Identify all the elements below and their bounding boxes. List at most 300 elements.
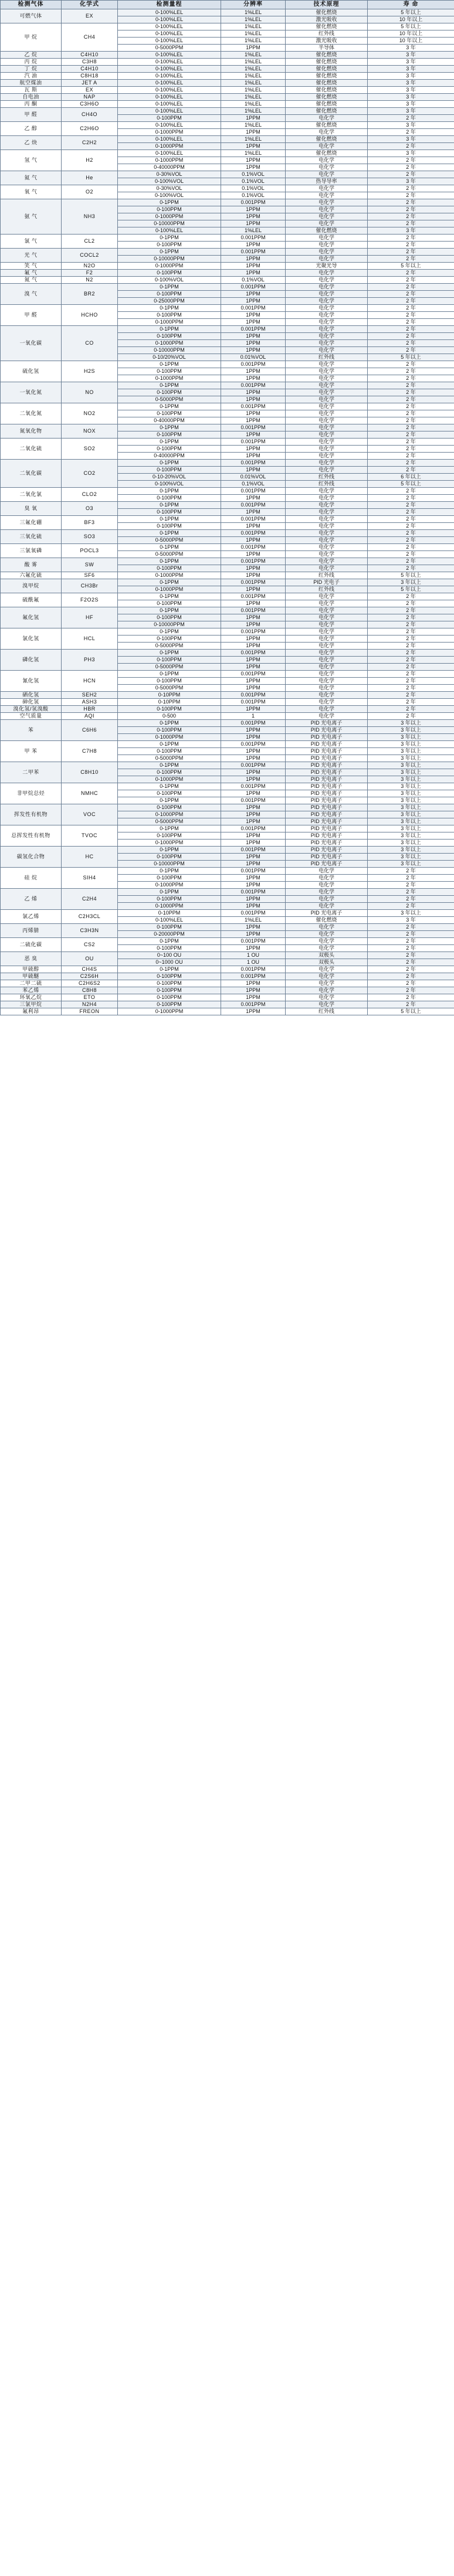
cell-resolution: 0.001PPM <box>221 1001 286 1008</box>
cell-resolution: 1PPM <box>221 924 286 931</box>
cell-principle: 电化学 <box>286 966 368 973</box>
cell-gas-name: 乙 烷 <box>1 52 62 59</box>
cell-gas-name: 丙烯腈 <box>1 924 62 938</box>
cell-resolution: 1PPM <box>221 495 286 502</box>
cell-lifetime: 2 年 <box>368 600 454 607</box>
cell-gas-name: 氨 气 <box>1 199 62 235</box>
cell-lifetime: 2 年 <box>368 551 454 558</box>
cell-gas-name: 二甲二硫 <box>1 980 62 987</box>
cell-resolution: 1PPM <box>221 333 286 340</box>
cell-principle: PID 光电离子 <box>286 797 368 804</box>
cell-range: 0-10PPM <box>118 910 221 917</box>
cell-lifetime: 3 年以上 <box>368 727 454 734</box>
table-row <box>1 825 454 832</box>
table-row <box>1 326 454 333</box>
cell-principle: 电化学 <box>286 129 368 136</box>
cell-gas-name: 光 气 <box>1 249 62 263</box>
table-row <box>1 270 454 277</box>
cell-range: 0-5000PPM <box>118 45 221 52</box>
cell-principle: 电化学 <box>286 628 368 635</box>
cell-resolution: 1%LEL <box>221 80 286 87</box>
cell-principle: 电化学 <box>286 924 368 931</box>
cell-principle: 电化学 <box>286 270 368 277</box>
cell-principle: 电化学 <box>286 424 368 431</box>
cell-lifetime: 2 年 <box>368 157 454 164</box>
cell-lifetime: 2 年 <box>368 875 454 882</box>
cell-principle: 电化学 <box>286 509 368 516</box>
cell-lifetime: 3 年 <box>368 52 454 59</box>
cell-lifetime: 2 年 <box>368 298 454 305</box>
cell-resolution: 1PPM <box>221 410 286 417</box>
cell-resolution: 0.001PPM <box>221 199 286 206</box>
cell-principle: 电化学 <box>286 657 368 664</box>
cell-lifetime: 2 年 <box>368 657 454 664</box>
cell-lifetime: 2 年 <box>368 382 454 389</box>
cell-resolution: 0.001PPM <box>221 825 286 832</box>
cell-resolution: 1%LEL <box>221 94 286 101</box>
cell-lifetime: 2 年 <box>368 650 454 657</box>
cell-range: 0-10000PPM <box>118 256 221 263</box>
table-row <box>1 185 454 192</box>
cell-resolution: 1PPM <box>221 840 286 847</box>
cell-principle: 电化学 <box>286 206 368 213</box>
cell-range: 0-100PPM <box>118 945 221 952</box>
cell-lifetime: 2 年 <box>368 706 454 713</box>
cell-lifetime: 2 年 <box>368 347 454 354</box>
cell-lifetime: 3 年 <box>368 59 454 66</box>
cell-chemical-formula: FREON <box>62 1008 118 1015</box>
table-row <box>1 439 454 446</box>
cell-principle: 红外线 <box>286 1008 368 1015</box>
cell-lifetime: 3 年以上 <box>368 832 454 840</box>
cell-range: 0-1PPM <box>118 628 221 635</box>
cell-principle: 电化学 <box>286 333 368 340</box>
cell-range: 0-1PPM <box>118 868 221 875</box>
cell-range: 0-100PPM <box>118 804 221 811</box>
cell-principle: 红外线 <box>286 474 368 481</box>
cell-resolution: 1PPM <box>221 551 286 558</box>
cell-lifetime: 2 年 <box>368 235 454 242</box>
cell-range: 0-100PPM <box>118 854 221 861</box>
column-header-resolution: 分辨率 <box>221 1 286 9</box>
cell-lifetime: 2 年 <box>368 403 454 410</box>
cell-resolution: 1PPM <box>221 446 286 453</box>
cell-resolution: 0.001PPM <box>221 558 286 565</box>
cell-range: 0-1000PPM <box>118 1008 221 1015</box>
cell-principle: 电化学 <box>286 931 368 938</box>
cell-principle: 电化学 <box>286 1001 368 1008</box>
cell-range: 0-40000PPM <box>118 417 221 424</box>
cell-chemical-formula: HCN <box>62 671 118 692</box>
cell-gas-name: 甲 苯 <box>1 741 62 762</box>
cell-resolution: 1%LEL <box>221 136 286 143</box>
cell-resolution: 1%LEL <box>221 30 286 38</box>
table-row <box>1 650 454 657</box>
cell-resolution: 0.01%VOL <box>221 354 286 361</box>
cell-gas-name: 甲 醛 <box>1 305 62 326</box>
cell-principle: 电化学 <box>286 319 368 326</box>
cell-range: 0-100%LEL <box>118 80 221 87</box>
cell-range: 0-1PPM <box>118 650 221 657</box>
cell-gas-name: 氟 气 <box>1 270 62 277</box>
cell-gas-name: 丁 烷 <box>1 66 62 73</box>
cell-lifetime: 2 年 <box>368 185 454 192</box>
cell-resolution: 1PPM <box>221 776 286 783</box>
cell-gas-name: 砷化氢 <box>1 699 62 706</box>
header-row <box>1 1 454 9</box>
table-row <box>1 980 454 987</box>
cell-lifetime: 2 年 <box>368 516 454 523</box>
cell-range: 0-5000PPM <box>118 755 221 762</box>
cell-lifetime: 3 年以上 <box>368 720 454 727</box>
cell-range: 0-100PPM <box>118 678 221 685</box>
cell-chemical-formula: N2O <box>62 263 118 270</box>
cell-lifetime: 2 年 <box>368 523 454 530</box>
cell-principle: 电化学 <box>286 544 368 551</box>
cell-chemical-formula: NAP <box>62 94 118 101</box>
cell-chemical-formula: VOC <box>62 804 118 825</box>
cell-range: 0-100PPM <box>118 495 221 502</box>
cell-chemical-formula: JET A <box>62 80 118 87</box>
cell-resolution: 0.001PPM <box>221 361 286 368</box>
cell-principle: PID 光电离子 <box>286 811 368 818</box>
cell-range: 0-100PPM <box>118 312 221 319</box>
cell-lifetime: 2 年 <box>368 593 454 600</box>
cell-chemical-formula: BR2 <box>62 284 118 305</box>
cell-principle: 热导导率 <box>286 178 368 185</box>
cell-principle: 电化学 <box>286 635 368 643</box>
cell-gas-name: 苯乙烯 <box>1 987 62 994</box>
cell-resolution: 0.001PPM <box>221 544 286 551</box>
cell-range: 0-100PPM <box>118 706 221 713</box>
cell-principle: 电化学 <box>286 699 368 706</box>
cell-lifetime: 2 年 <box>368 931 454 938</box>
cell-range: 0-5000PPM <box>118 643 221 650</box>
cell-chemical-formula: F2O2S <box>62 593 118 607</box>
cell-range: 0-100%LEL <box>118 23 221 30</box>
cell-range: 0-100PPM <box>118 748 221 755</box>
cell-lifetime: 2 年 <box>368 361 454 368</box>
cell-range: 0-100PPM <box>118 467 221 474</box>
cell-range: 0-1000PPM <box>118 319 221 326</box>
cell-chemical-formula: C2H4 <box>62 889 118 910</box>
cell-lifetime: 3 年 <box>368 136 454 143</box>
cell-range: 0-100PPM <box>118 657 221 664</box>
cell-chemical-formula: F2 <box>62 270 118 277</box>
cell-lifetime: 5 年以上 <box>368 481 454 488</box>
cell-lifetime: 10 年以上 <box>368 38 454 45</box>
cell-lifetime: 2 年 <box>368 417 454 424</box>
cell-lifetime: 3 年以上 <box>368 741 454 748</box>
cell-range: 0-100PPM <box>118 368 221 375</box>
cell-lifetime: 2 年 <box>368 495 454 502</box>
cell-range: 0-100PPM <box>118 270 221 277</box>
cell-lifetime: 2 年 <box>368 284 454 291</box>
cell-principle: 电化学 <box>286 868 368 875</box>
cell-resolution: 1PPM <box>221 565 286 572</box>
table-row <box>1 607 454 614</box>
cell-chemical-formula: SW <box>62 558 118 572</box>
cell-range: 0-20000PPM <box>118 931 221 938</box>
cell-resolution: 1PPM <box>221 931 286 938</box>
cell-resolution: 1PPM <box>221 706 286 713</box>
cell-lifetime: 3 年以上 <box>368 783 454 790</box>
cell-range: 0~1000 OU <box>118 959 221 966</box>
cell-range: 0-5000PPM <box>118 396 221 403</box>
cell-resolution: 0.001PPM <box>221 305 286 312</box>
table-row <box>1 671 454 678</box>
cell-gas-name: 二氧化硫 <box>1 439 62 460</box>
cell-range: 0-1PPM <box>118 439 221 446</box>
table-row <box>1 305 454 312</box>
cell-principle: 电化学 <box>286 115 368 122</box>
table-row <box>1 973 454 980</box>
cell-range: 0-25000PPM <box>118 298 221 305</box>
cell-gas-name: 空气质量 <box>1 713 62 720</box>
cell-principle: PID 光电离子 <box>286 755 368 762</box>
cell-range: 0-1PPM <box>118 938 221 945</box>
cell-lifetime: 2 年 <box>368 242 454 249</box>
cell-range: 0-10PPM <box>118 692 221 699</box>
cell-range: 0-1PPM <box>118 762 221 769</box>
cell-lifetime: 2 年 <box>368 453 454 460</box>
cell-principle: 电化学 <box>286 643 368 650</box>
cell-resolution: 0.1%VOL <box>221 185 286 192</box>
cell-chemical-formula: SIH4 <box>62 868 118 889</box>
cell-gas-name: 三氯甲烷 <box>1 1001 62 1008</box>
cell-range: 0-100%LEL <box>118 94 221 101</box>
table-row <box>1 488 454 495</box>
cell-resolution: 1PPM <box>221 621 286 628</box>
cell-range: 0-100PPM <box>118 987 221 994</box>
cell-chemical-formula: CH3Br <box>62 579 118 593</box>
cell-principle: 电化学 <box>286 375 368 382</box>
cell-principle: 电化学 <box>286 523 368 530</box>
table-row <box>1 80 454 87</box>
cell-lifetime: 2 年 <box>368 994 454 1001</box>
cell-gas-name: 溴 气 <box>1 284 62 305</box>
cell-chemical-formula: EX <box>62 87 118 94</box>
cell-principle: 电化学 <box>286 326 368 333</box>
cell-lifetime: 10 年以上 <box>368 16 454 23</box>
cell-chemical-formula: C3H3N <box>62 924 118 938</box>
cell-chemical-formula: ASH3 <box>62 699 118 706</box>
cell-principle: PID 光电离子 <box>286 762 368 769</box>
cell-lifetime: 3 年以上 <box>368 840 454 847</box>
cell-range: 0-1PPM <box>118 305 221 312</box>
cell-range: 0-1PPM <box>118 488 221 495</box>
cell-principle: PID 光电离子 <box>286 748 368 755</box>
cell-range: 0-1PPM <box>118 720 221 727</box>
cell-principle: PID 光电离子 <box>286 720 368 727</box>
cell-range: 0-1000PPM <box>118 903 221 910</box>
cell-principle: 电化学 <box>286 980 368 987</box>
cell-gas-name: 二氧化碳 <box>1 460 62 488</box>
cell-lifetime: 3 年 <box>368 122 454 129</box>
cell-range: 0-1PPM <box>118 361 221 368</box>
cell-lifetime: 2 年 <box>368 277 454 284</box>
cell-principle: 催化燃烧 <box>286 23 368 30</box>
cell-range: 0-100PPM <box>118 896 221 903</box>
table-row <box>1 361 454 368</box>
cell-principle: 电化学 <box>286 537 368 544</box>
cell-chemical-formula: COCL2 <box>62 249 118 263</box>
cell-gas-name: 自电油 <box>1 94 62 101</box>
cell-lifetime: 2 年 <box>368 558 454 565</box>
cell-principle: 电化学 <box>286 987 368 994</box>
cell-resolution: 0.001PPM <box>221 326 286 333</box>
cell-resolution: 0.001PPM <box>221 938 286 945</box>
cell-lifetime: 2 年 <box>368 945 454 952</box>
cell-range: 0-100%LEL <box>118 917 221 924</box>
cell-principle: 催化燃烧 <box>286 122 368 129</box>
cell-lifetime: 2 年 <box>368 973 454 980</box>
cell-lifetime: 2 年 <box>368 621 454 628</box>
cell-principle: 双极头 <box>286 959 368 966</box>
cell-principle: 电化学 <box>286 614 368 621</box>
cell-resolution: 1%LEL <box>221 227 286 235</box>
cell-principle: 电化学 <box>286 488 368 495</box>
cell-chemical-formula: CO2 <box>62 460 118 488</box>
cell-principle: 电化学 <box>286 361 368 368</box>
cell-range: 0-1000PPM <box>118 572 221 579</box>
table-row <box>1 277 454 284</box>
cell-lifetime: 2 年 <box>368 488 454 495</box>
cell-lifetime: 3 年 <box>368 80 454 87</box>
cell-resolution: 1PPM <box>221 537 286 544</box>
table-row <box>1 59 454 66</box>
cell-gas-name: 可燃气体 <box>1 9 62 23</box>
cell-chemical-formula: C8H10 <box>62 762 118 783</box>
cell-principle: 红外线 <box>286 572 368 579</box>
cell-lifetime: 2 年 <box>368 903 454 910</box>
cell-chemical-formula: HBR <box>62 706 118 713</box>
cell-gas-name: 氮氧化物 <box>1 424 62 439</box>
cell-range: 0-1PPM <box>118 889 221 896</box>
cell-principle: PID 光电离子 <box>286 840 368 847</box>
cell-resolution: 0.001PPM <box>221 650 286 657</box>
cell-principle: 电化学 <box>286 298 368 305</box>
cell-gas-name: 氢 气 <box>1 150 62 171</box>
cell-chemical-formula: HCHO <box>62 305 118 326</box>
cell-lifetime: 5 年以上 <box>368 586 454 593</box>
cell-range: 0-1PPM <box>118 607 221 614</box>
cell-chemical-formula: CH4O <box>62 108 118 122</box>
cell-range: 0-100%LEL <box>118 101 221 108</box>
cell-range: 0-1000PPM <box>118 263 221 270</box>
cell-principle: 电化学 <box>286 453 368 460</box>
spec-table <box>0 0 454 1015</box>
cell-range: 0-100%LEL <box>118 52 221 59</box>
cell-resolution: 1PPM <box>221 734 286 741</box>
cell-range: 0-10/20%VOL <box>118 354 221 361</box>
cell-principle: 电化学 <box>286 340 368 347</box>
table-row <box>1 424 454 431</box>
cell-resolution: 0.001PPM <box>221 741 286 748</box>
cell-resolution: 1%LEL <box>221 9 286 16</box>
cell-chemical-formula: C4H10 <box>62 66 118 73</box>
cell-principle: 红外线 <box>286 354 368 361</box>
cell-principle: 电化学 <box>286 284 368 291</box>
cell-resolution: 1PPM <box>221 769 286 776</box>
cell-range: 0-100%LEL <box>118 87 221 94</box>
cell-resolution: 1PPM <box>221 467 286 474</box>
cell-chemical-formula: NO <box>62 382 118 403</box>
cell-gas-name: 丙 烷 <box>1 59 62 66</box>
cell-range: 0-1PPM <box>118 544 221 551</box>
cell-range: 0-1PPM <box>118 424 221 431</box>
cell-lifetime: 2 年 <box>368 199 454 206</box>
cell-principle: 电化学 <box>286 417 368 424</box>
cell-range: 0-1PPM <box>118 502 221 509</box>
cell-range: 0-1PPM <box>118 249 221 256</box>
cell-principle: 电化学 <box>286 291 368 298</box>
cell-resolution: 0.001PPM <box>221 382 286 389</box>
cell-resolution: 0.001PPM <box>221 720 286 727</box>
cell-resolution: 0.001PPM <box>221 671 286 678</box>
cell-range: 0-1000PPM <box>118 143 221 150</box>
cell-range: 0-10PPM <box>118 699 221 706</box>
cell-range: 0-1PPM <box>118 284 221 291</box>
cell-lifetime: 3 年以上 <box>368 811 454 818</box>
cell-resolution: 1PPM <box>221 256 286 263</box>
cell-range: 0-5000PPM <box>118 818 221 825</box>
cell-principle: 电化学 <box>286 973 368 980</box>
cell-principle: 电化学 <box>286 185 368 192</box>
cell-range: 0-1PPM <box>118 558 221 565</box>
table-row <box>1 382 454 389</box>
cell-range: 0-5000PPM <box>118 685 221 692</box>
cell-lifetime: 2 年 <box>368 192 454 199</box>
cell-principle: 电化学 <box>286 903 368 910</box>
cell-resolution: 1PPM <box>221 45 286 52</box>
cell-lifetime: 3 年 <box>368 227 454 235</box>
cell-resolution: 1%LEL <box>221 101 286 108</box>
cell-resolution: 1PPM <box>221 572 286 579</box>
cell-resolution: 0.001PPM <box>221 249 286 256</box>
cell-principle: 催化燃烧 <box>286 87 368 94</box>
cell-principle: 电化学 <box>286 467 368 474</box>
cell-principle: 红外线 <box>286 586 368 593</box>
cell-resolution: 0.1%VOL <box>221 277 286 284</box>
cell-resolution: 1PPM <box>221 614 286 621</box>
cell-principle: PID 光电离子 <box>286 861 368 868</box>
cell-lifetime: 2 年 <box>368 692 454 699</box>
cell-chemical-formula: NMHC <box>62 783 118 804</box>
cell-resolution: 1PPM <box>221 755 286 762</box>
cell-resolution: 0.001PPM <box>221 889 286 896</box>
cell-lifetime: 3 年 <box>368 94 454 101</box>
cell-gas-name: 环氧乙烷 <box>1 994 62 1001</box>
cell-range: 0-30%VOL <box>118 171 221 178</box>
cell-range: 0-100PPM <box>118 994 221 1001</box>
cell-range: 0-100%VOL <box>118 178 221 185</box>
cell-principle: 电化学 <box>286 396 368 403</box>
cell-principle: 电化学 <box>286 882 368 889</box>
table-row <box>1 804 454 811</box>
cell-gas-name: 二氧化氮 <box>1 403 62 424</box>
cell-resolution: 1PPM <box>221 678 286 685</box>
cell-principle: 电化学 <box>286 945 368 952</box>
cell-resolution: 1%LEL <box>221 122 286 129</box>
cell-principle: 电化学 <box>286 446 368 453</box>
cell-principle: 电化学 <box>286 368 368 375</box>
cell-principle: 电化学 <box>286 347 368 354</box>
cell-gas-name: 臭 氧 <box>1 502 62 516</box>
table-row <box>1 692 454 699</box>
column-header-formula: 化学式 <box>62 1 118 9</box>
cell-range: 0-40000PPM <box>118 164 221 171</box>
